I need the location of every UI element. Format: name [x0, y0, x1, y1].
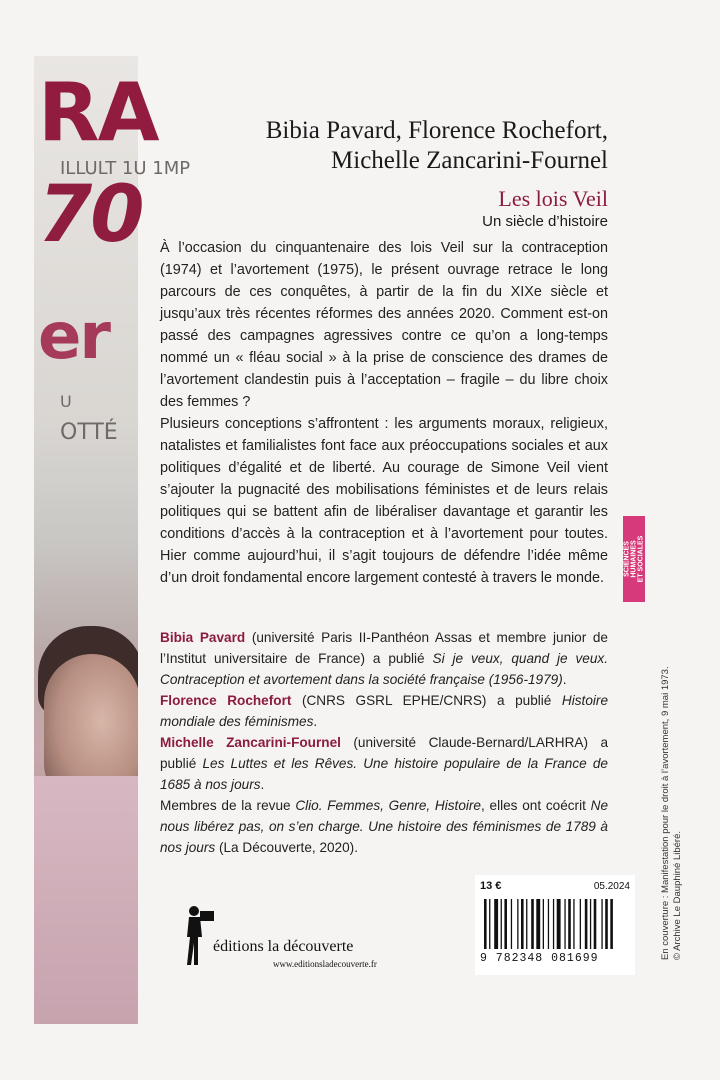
- bio-end: .: [313, 714, 318, 729]
- banner-letters-2: 70: [38, 170, 143, 260]
- collection-tag: [623, 516, 645, 602]
- tag-line-1: SCIENCES: [623, 541, 631, 577]
- bio-affiliation: (université Paris II-Panthéon Assas et membre junior de l’Institut universitaire de France) a publié: [160, 630, 608, 666]
- summary-text-1: À l’occasion du cinquantenaire des lois Veil sur la contraception (1974) et l’avortement (1975), le présent ouvrage retrace le long parcours de ces conquêtes, à partir de la fin du XIXe siècle et jusqu’aux très récentes réformes des années 2020. Comment est-on passé des campagnes agressives contre ce qu’on a long-temps nommé un « fléau social » à la prise de conscience des drames de l’avortement clandestin puis à l’acceptation – fragile – du libre choix des femmes ?: [160, 240, 608, 410]
- members-end: (La Découverte, 2020).: [215, 840, 358, 855]
- publisher-url: www.editionsladecouverte.fr: [273, 959, 377, 969]
- bio-name: Florence Rochefort: [160, 693, 292, 708]
- book-subtitle: Un siècle d’histoire: [482, 213, 608, 230]
- author-names: [266, 116, 608, 176]
- bio-name: Michelle Zancarini-Fournel: [160, 735, 341, 750]
- bio-affiliation: (CNRS GSRL EPHE/CNRS) a publié: [291, 693, 562, 708]
- summary-paragraph-2: [160, 413, 608, 589]
- banner-scrap-2: U: [60, 392, 72, 411]
- banner-letters-3: er: [38, 300, 109, 374]
- members-intro: Membres de la revue: [160, 798, 296, 813]
- banner-scrap-1: ILLULT 1U 1MP: [60, 158, 191, 179]
- summary-text-2: Plusieurs conceptions s’affrontent : les arguments moraux, religieux, natalistes et familialistes font face aux préoccupations sociales et aux politiques d’égalité et de liberté. Au courage de Simone Veil vient s’ajouter la pugnacité des mobilisations féministes et de leurs relais politiques qui se battent afin de libéraliser davantage et garantir les conditions d’accès à la contraception et à l’avortement pour toutes. Hier comme aujourd’hui, il s’agit toujours de défendre l’idée même d’un droit fondamental encore largement contesté à travers le monde.: [160, 416, 608, 586]
- author-bios: [160, 627, 608, 858]
- bio-pavard: [160, 627, 608, 690]
- tag-line-2: HUMAINES: [630, 540, 638, 578]
- bio-name: Bibia Pavard: [160, 630, 246, 645]
- collection-tag-label: [624, 536, 645, 583]
- bio-end: .: [260, 777, 265, 792]
- book-title: Les lois Veil: [498, 186, 608, 211]
- banner-scrap-3: OTTÉ: [60, 420, 118, 445]
- cover-credit-line-2: © Archive Le Dauphiné Libéré.: [672, 831, 683, 960]
- members-mid: , elles ont coécrit: [481, 798, 591, 813]
- author-line-1: Bibia Pavard, Florence Rochefort,: [265, 117, 608, 144]
- price-label: 13 €: [480, 880, 502, 892]
- cover-credit: [660, 660, 684, 960]
- bio-work: Histoire mondiale des féminismes: [160, 693, 608, 729]
- banner-letters-1: RA: [38, 66, 158, 159]
- bio-work: Les Luttes et les Rêves. Une histoire populaire de la France de 1685 à nos jours: [160, 756, 608, 792]
- members-journal: Clio. Femmes, Genre, Histoire: [295, 798, 481, 813]
- bio-rochefort: [160, 690, 608, 732]
- bio-work: Si je veux, quand je veux. Contraception et avortement dans la société française (1956-1979): [160, 651, 608, 687]
- bio-zancarini: [160, 732, 608, 795]
- bio-end: .: [562, 672, 567, 687]
- bio-affiliation: (université Claude-Bernard/LARHRA) a publié: [160, 735, 609, 771]
- members-book: Ne nous libérez pas, on s’en charge. Une histoire des féminismes de 1789 à nos jours: [160, 798, 609, 855]
- price-barcode-box: [475, 875, 635, 975]
- publisher-name: éditions la découverte: [213, 938, 354, 955]
- author-line-2: Michelle Zancarini-Fournel: [331, 147, 608, 174]
- cover-credit-line-1: En couverture : Manifestation pour le droit à l’avortement, 9 mai 1973.: [660, 666, 671, 960]
- tag-line-3: ET SOCIALES: [637, 535, 645, 583]
- reading-figure-icon: [176, 903, 216, 969]
- isbn-number: 9 782348 081699: [480, 952, 599, 965]
- publication-date: 05.2024: [593, 881, 630, 892]
- barcode-icon: [480, 899, 630, 949]
- bio-members: [160, 795, 608, 858]
- photo-sweater: [34, 776, 138, 1024]
- summary-paragraph-1: [160, 237, 608, 413]
